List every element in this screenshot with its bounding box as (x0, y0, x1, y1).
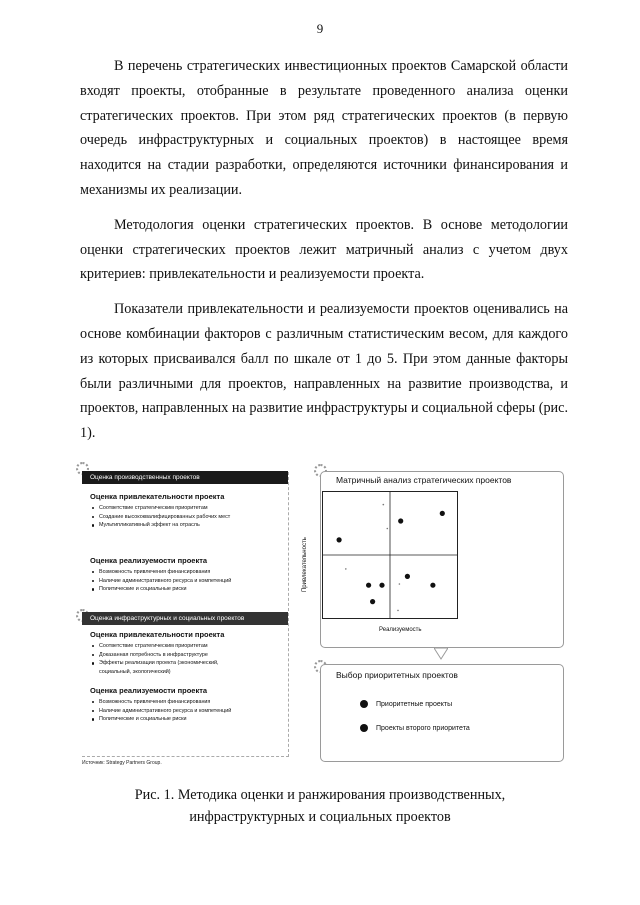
list-item: Возможность привлечения финансирования (90, 698, 286, 707)
infra-real-title: Оценка реализуемости проекта (90, 686, 208, 695)
prod-attr-title: Оценка привлекательности проекта (90, 492, 225, 501)
list-item: Доказанная потребность в инфраструктуре (90, 651, 286, 660)
matrix-y-label: Привлекательность (302, 537, 308, 592)
figure-source: Источник: Strategy Partners Group. (82, 760, 162, 766)
caption-line-1: Рис. 1. Методика оценки и ранжирования производственных, (134, 787, 506, 803)
matrix-point (387, 528, 389, 530)
legend-label: Проекты второго приоритета (376, 724, 470, 732)
prod-real-title: Оценка реализуемости проекта (90, 556, 208, 565)
body-text (80, 54, 568, 456)
legend-priority (360, 700, 452, 708)
prod-attractiveness-block (90, 492, 286, 530)
matrix-point (440, 511, 445, 516)
matrix-point (345, 568, 347, 570)
matrix-chart (322, 491, 458, 619)
matrix-point (366, 583, 371, 588)
caption-line-2: инфраструктурных и социальных проектов (189, 809, 451, 825)
matrix-svg (323, 492, 457, 618)
production-header: Оценка производственных проектов (82, 471, 288, 484)
matrix-point (398, 518, 403, 523)
page-number: 9 (316, 21, 324, 36)
matrix-point (405, 574, 410, 579)
list-item: Наличие административного ресурса и компетенций (90, 577, 286, 586)
list-item: Соответствие стратегическим приоритетам (90, 504, 286, 513)
matrix-title: Матричный анализ стратегических проектов (336, 475, 512, 485)
list-item: Мультипликативный эффект на отрасль (90, 521, 286, 530)
matrix-point (383, 504, 385, 506)
list-item: Политические и социальные риски (90, 585, 286, 594)
infra-attr-title: Оценка привлекательности проекта (90, 630, 225, 639)
priority-title: Выбор приоритетных проектов (336, 670, 458, 680)
matrix-point (430, 583, 435, 588)
infra-attractiveness-block (90, 630, 286, 676)
list-item: Соответствие стратегическим приоритетам (90, 642, 286, 651)
matrix-point (379, 583, 384, 588)
matrix-points (337, 504, 445, 611)
arrow-down-icon (434, 648, 448, 660)
matrix-x-label: Реализуемость (379, 627, 422, 633)
figure-caption (0, 784, 640, 828)
list-item: Эффекты реализации проекта (экономический, социальный, экологический) (90, 659, 249, 676)
legend-second-priority (360, 724, 470, 732)
matrix-point (397, 610, 399, 612)
matrix-point (337, 537, 342, 542)
infra-header: Оценка инфраструктурных и социальных проектов (82, 612, 288, 625)
list-item: Политические и социальные риски (90, 715, 286, 724)
legend-dot-big (360, 700, 368, 708)
paragraph-2: Методология оценки стратегических проектов. В основе методологии оценки стратегических проектов лежит матричный анализ с учетом двух критериев: привлекательности и реализуемости проекта. (80, 216, 568, 283)
prod-feasibility-block (90, 556, 286, 594)
list-item: Наличие административного ресурса и компетенций (90, 707, 286, 716)
paragraph-3: Показатели привлекательности и реализуемости проектов оценивались на основе комбинации факторов с различным статистическим весом, для каждого из которых присваивался балл по шкале от 1 до 5. При этом данные факторы были различными для проектов, направленных на развитие производства, и проектов, направленных на развитие инфраструктуры и социальной сферы (рис. 1). (80, 301, 568, 442)
list-item: Создание высококвалифицированных рабочих мест (90, 513, 286, 522)
paragraph-1: В перечень стратегических инвестиционных проектов Самарской области входят проекты, отобранные в результате проведенного анализа оценки стратегических проектов. При этом ряд стратегических проектов (в первую очередь инфраструктурных и социальных проектов) в настоящее время находится на стадии разработки, определяются источники финансирования и механизмы их реализации. (80, 58, 568, 198)
legend-dot-big (360, 724, 368, 732)
matrix-point (370, 599, 375, 604)
legend-label: Приоритетные проекты (376, 700, 453, 708)
infra-feasibility-block (90, 686, 286, 724)
list-item: Возможность привлечения финансирования (90, 568, 286, 577)
matrix-point (399, 583, 401, 585)
